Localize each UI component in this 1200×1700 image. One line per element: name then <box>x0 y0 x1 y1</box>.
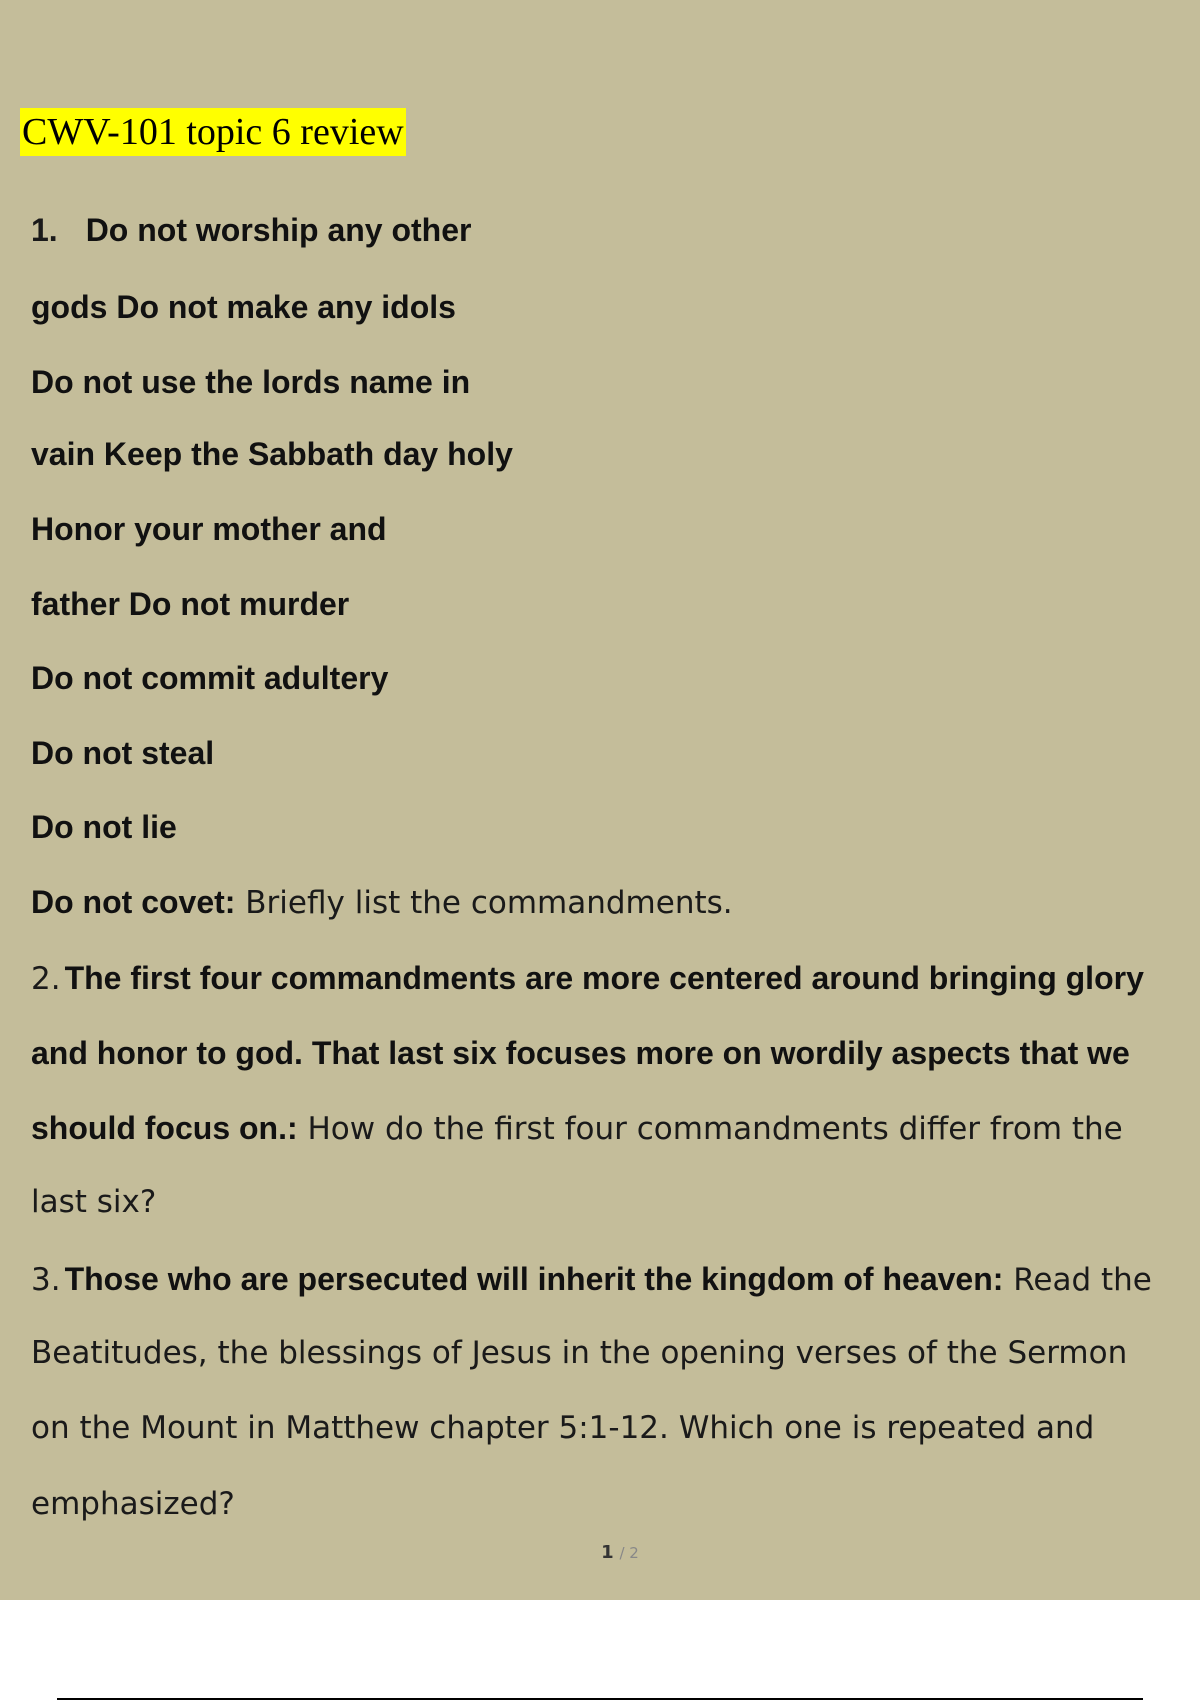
q2-question: How do the first four commandments differ from the <box>297 1111 1123 1147</box>
q2-number: 2. <box>31 961 61 997</box>
page-title: CWV-101 topic 6 review <box>20 108 406 156</box>
q1-question: Briefly list the commandments. <box>235 885 733 921</box>
q1-answer-line: father Do not murder <box>31 586 350 622</box>
q1-answer-line: Honor your mother and <box>31 511 387 547</box>
q1-line <box>31 287 456 328</box>
q1-line <box>31 509 387 550</box>
q1-answer-line: Do not lie <box>31 809 177 845</box>
q1-answer-line: Do not steal <box>31 735 215 771</box>
q1-answer-line: vain Keep the Sabbath day holy <box>31 436 513 472</box>
current-page: 1 <box>601 1542 614 1563</box>
q1-line <box>31 882 733 923</box>
q1-line <box>31 658 388 699</box>
q2-line <box>31 958 1144 999</box>
q3-question: emphasized? <box>31 1486 235 1522</box>
q3-question: Read the <box>1003 1262 1152 1298</box>
total-pages: / 2 <box>619 1544 639 1562</box>
q1-answer-line: Do not commit adultery <box>31 660 389 696</box>
q1-line <box>31 362 470 403</box>
q3-number: 3. <box>31 1262 61 1298</box>
q2-answer: should focus on.: <box>31 1110 298 1146</box>
q1-answer-bold: Do not covet: <box>31 884 236 920</box>
q2-line <box>31 1033 1130 1074</box>
q3-question: Beatitudes, the blessings of Jesus in the opening verses of the Sermon <box>31 1335 1128 1371</box>
q1-answer-line: Do not worship any other <box>85 212 472 248</box>
q1-line <box>31 584 349 625</box>
q2-answer: The first four commandments are more centered around bringing glory <box>64 960 1144 996</box>
q1-line <box>31 733 214 774</box>
q3-line <box>31 1259 1152 1300</box>
q3-question: on the Mount in Matthew chapter 5:1-12. Which one is repeated and <box>31 1410 1095 1446</box>
q2-line <box>31 1182 156 1222</box>
q3-line <box>31 1484 235 1524</box>
q1-line <box>31 434 513 475</box>
q1-line <box>31 807 177 848</box>
page-number <box>0 1542 1200 1563</box>
q2-answer: and honor to god. That last six focuses more on wordily aspects that we <box>31 1035 1130 1071</box>
q1-answer-line: Do not use the lords name in <box>31 364 471 400</box>
q2-question: last six? <box>31 1184 157 1220</box>
q3-answer: Those who are persecuted will inherit the kingdom of heaven: <box>64 1261 1004 1297</box>
q3-line <box>31 1333 1127 1373</box>
q2-line <box>31 1108 1123 1149</box>
q3-line <box>31 1408 1094 1448</box>
q1-line <box>31 210 471 251</box>
q1-answer-line: gods Do not make any idols <box>31 289 456 325</box>
q1-number: 1. <box>31 212 58 248</box>
